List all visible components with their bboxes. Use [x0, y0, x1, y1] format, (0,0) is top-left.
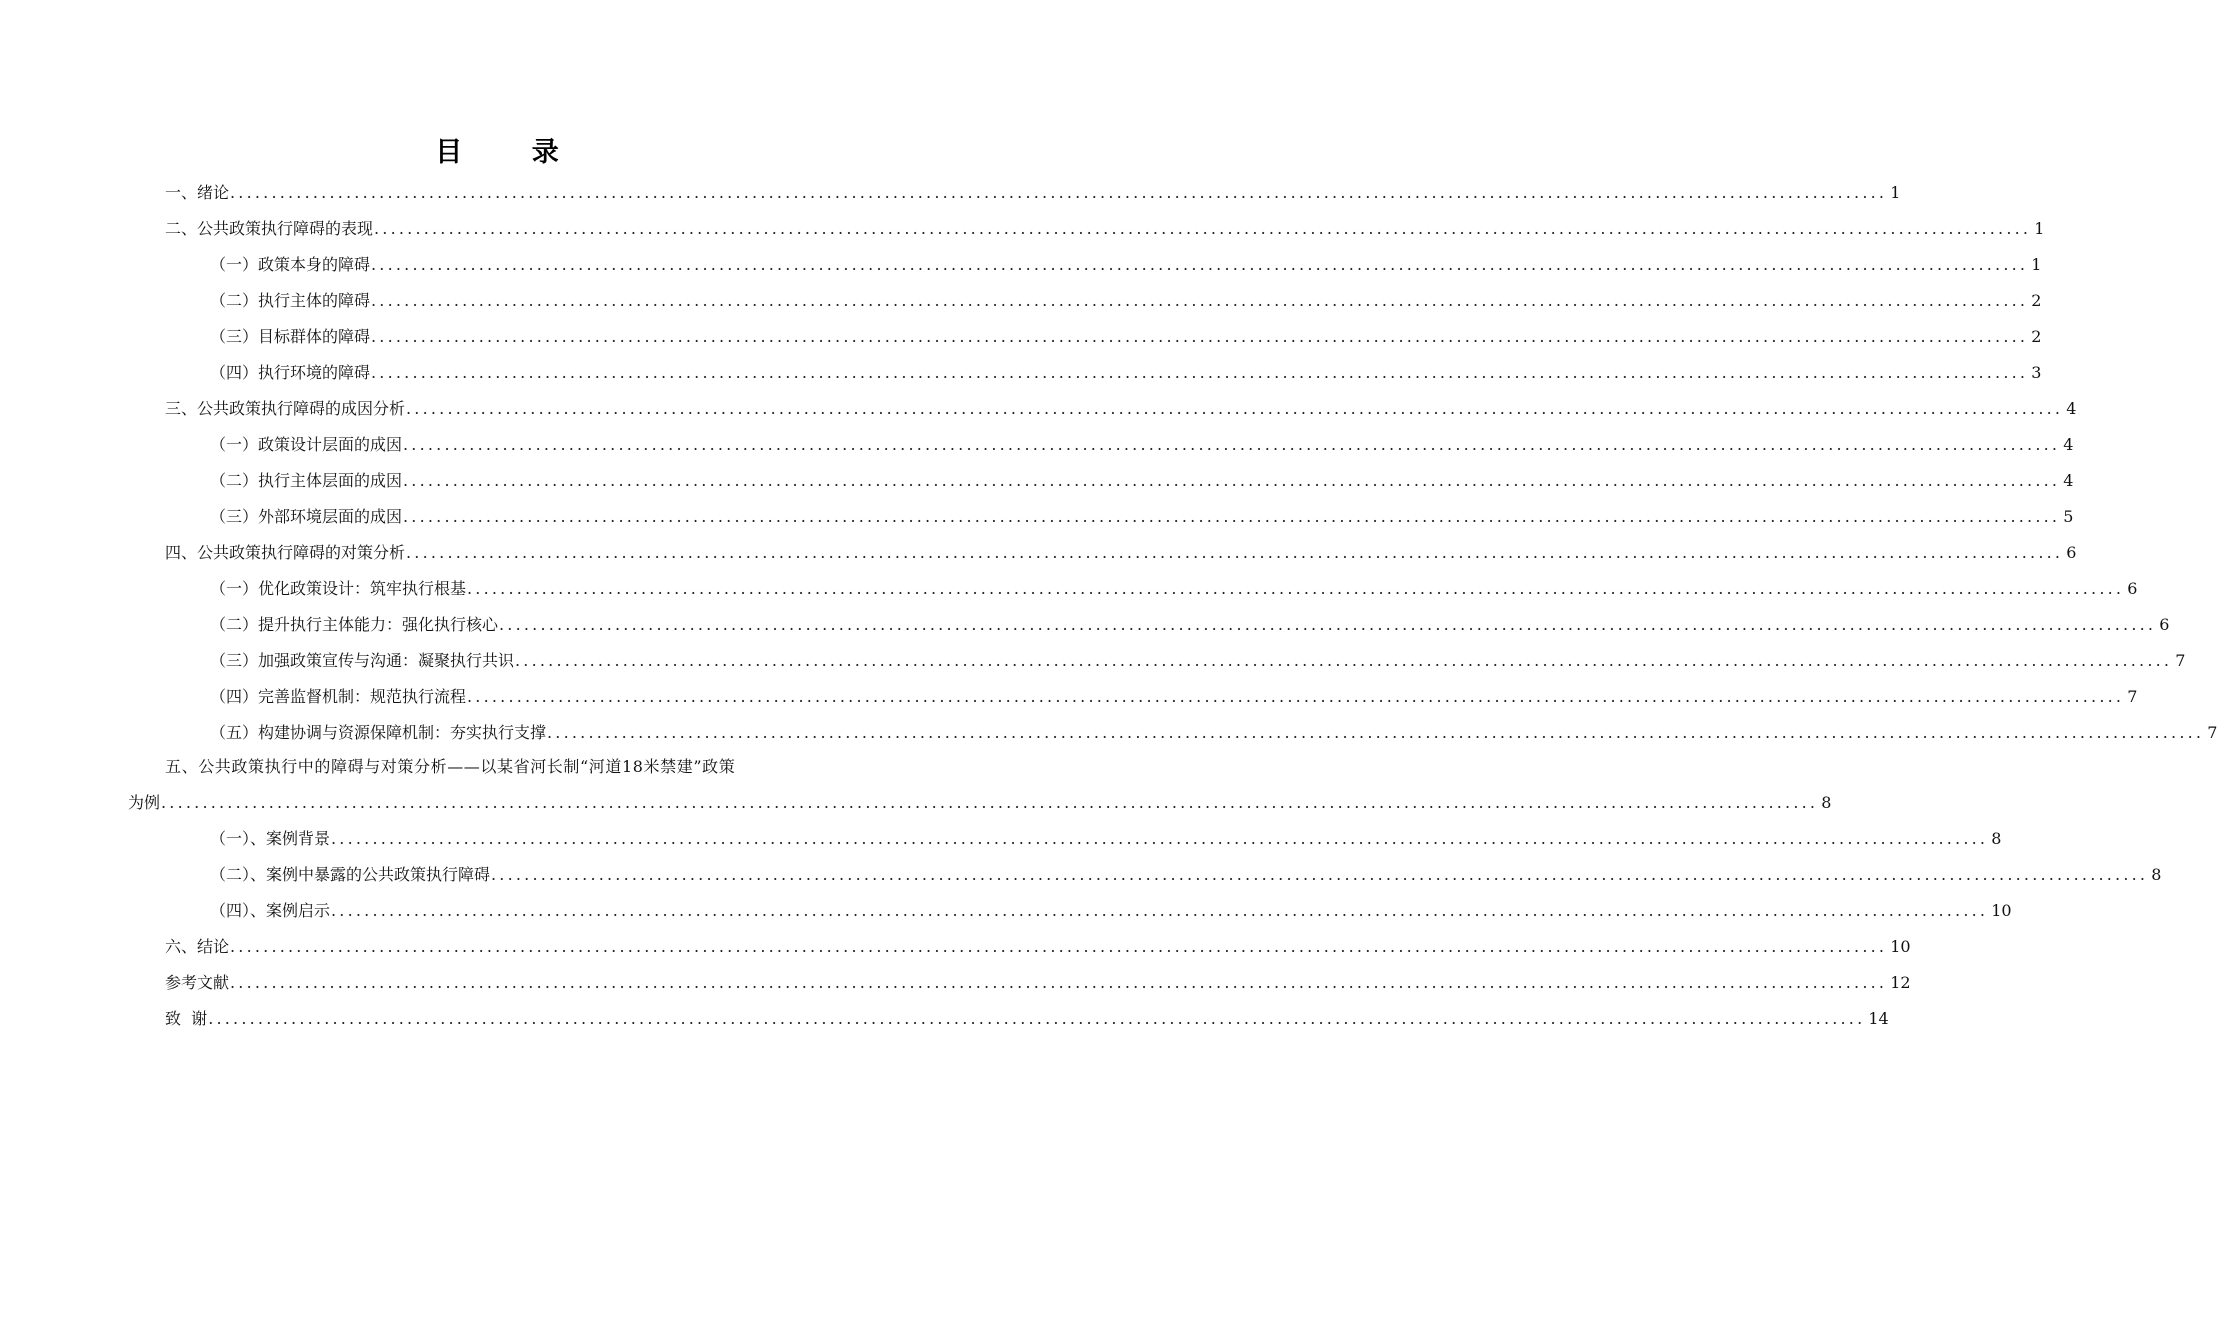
- toc-entry-label: （二）执行主体层面的成因: [210, 471, 403, 490]
- dot-leader: ........................................................................................................................................................................................................: [467, 579, 2125, 598]
- toc-entry-page: 5: [2063, 507, 2074, 526]
- toc-entry-label: （四）执行环境的障碍: [210, 363, 371, 382]
- dot-leader: ........................................................................................................................................................................................................: [371, 291, 2029, 310]
- toc-entry[interactable]: [210, 901, 2012, 921]
- toc-entry[interactable]: [165, 1009, 1889, 1029]
- toc-entry-label: （二）、案例中暴露的公共政策执行障碍: [210, 865, 491, 884]
- toc-entry[interactable]: [165, 973, 1911, 993]
- toc-entry[interactable]: [210, 579, 2138, 599]
- toc-entry[interactable]: [210, 291, 2042, 311]
- toc-entry-page: 3: [2031, 363, 2042, 382]
- toc-entry[interactable]: [210, 615, 2170, 635]
- toc-entry-page: 6: [2159, 615, 2170, 634]
- toc-entry-page: 10: [1890, 937, 1911, 956]
- toc-entry-page: 10: [1991, 901, 2012, 920]
- toc-entry-page: 1: [2031, 255, 2042, 274]
- toc-entry-page: 1: [2034, 219, 2045, 238]
- toc-entry-label: （三）目标群体的障碍: [210, 327, 371, 346]
- toc-entry-page: 1: [1890, 183, 1901, 202]
- dot-leader: ........................................................................................................................................................................................................: [491, 865, 2149, 884]
- toc-entry-label: （二）执行主体的障碍: [210, 291, 371, 310]
- toc-entry-page: 14: [1868, 1009, 1889, 1028]
- dot-leader: ........................................................................................................................................................................................................: [403, 435, 2061, 454]
- toc-entry-label: （四）、案例启示: [210, 901, 331, 920]
- toc-entry-label: （一）、案例背景: [210, 829, 331, 848]
- dot-leader: ........................................................................................................................................................................................................: [161, 793, 1819, 812]
- dot-leader: ........................................................................................................................................................................................................: [547, 723, 2205, 742]
- toc-entry-page: 6: [2066, 543, 2077, 562]
- toc-entry-continuation[interactable]: [128, 793, 1832, 813]
- toc-entry-page: 7: [2127, 687, 2138, 706]
- toc-entry[interactable]: [165, 399, 2077, 419]
- toc-entry[interactable]: [210, 865, 2162, 885]
- toc-entry-page: 4: [2063, 435, 2074, 454]
- toc-title: 目 录: [435, 137, 589, 168]
- dot-leader: ........................................................................................................................................................................................................: [406, 543, 2064, 562]
- toc-entry-label: 一、绪论: [165, 183, 230, 202]
- toc-entry-label: 二、公共政策执行障碍的表现: [165, 219, 374, 238]
- toc-entry[interactable]: [210, 651, 2186, 671]
- toc-entry-label: （五）构建协调与资源保障机制：夯实执行支撑: [210, 723, 547, 742]
- dot-leader: ........................................................................................................................................................................................................: [406, 399, 2064, 418]
- dot-leader: ........................................................................................................................................................................................................: [515, 651, 2173, 670]
- dot-leader: ........................................................................................................................................................................................................: [331, 829, 1989, 848]
- dot-leader: ........................................................................................................................................................................................................: [499, 615, 2157, 634]
- toc-entry[interactable]: [165, 183, 1901, 203]
- toc-entry-label-continuation: 为例: [128, 793, 161, 812]
- toc-entry-page: 7: [2207, 723, 2217, 742]
- toc-entry[interactable]: [210, 723, 2217, 743]
- toc-entry-page: 7: [2175, 651, 2186, 670]
- toc-entry-page: 12: [1890, 973, 1911, 992]
- toc-entry-page: 6: [2127, 579, 2138, 598]
- toc-entry-label: （一）政策设计层面的成因: [210, 435, 403, 454]
- toc-entry[interactable]: [210, 471, 2074, 491]
- toc-entry[interactable]: [210, 829, 2002, 849]
- dot-leader: ........................................................................................................................................................................................................: [208, 1009, 1866, 1028]
- toc-entry-label: （三）加强政策宣传与沟通：凝聚执行共识: [210, 651, 515, 670]
- toc-entry-label: （一）优化政策设计：筑牢执行根基: [210, 579, 467, 598]
- toc-entry-page: 8: [1821, 793, 1832, 812]
- toc-entry[interactable]: [165, 543, 2077, 563]
- toc-entry[interactable]: [210, 363, 2042, 383]
- dot-leader: ........................................................................................................................................................................................................: [331, 901, 1989, 920]
- toc-entry[interactable]: [210, 255, 2042, 275]
- toc-entry-label: 三、公共政策执行障碍的成因分析: [165, 399, 406, 418]
- dot-leader: ........................................................................................................................................................................................................: [403, 471, 2061, 490]
- toc-entry[interactable]: [165, 937, 1911, 957]
- toc-entry[interactable]: [165, 219, 2045, 239]
- toc-entry-page: 8: [1991, 829, 2002, 848]
- dot-leader: ........................................................................................................................................................................................................: [467, 687, 2125, 706]
- toc-entry-page: 8: [2151, 865, 2162, 884]
- dot-leader: ........................................................................................................................................................................................................: [230, 973, 1888, 992]
- toc-entry-label: 五、公共政策执行中的障碍与对策分析——以某省河长制“河道18米禁建”政策: [165, 757, 736, 776]
- toc-entry-label: 参考文献: [165, 973, 230, 992]
- toc-entry-page: 4: [2063, 471, 2074, 490]
- dot-leader: ........................................................................................................................................................................................................: [371, 255, 2029, 274]
- toc-entry-label: （四）完善监督机制：规范执行流程: [210, 687, 467, 706]
- toc-entry[interactable]: [210, 327, 2042, 347]
- toc-entry[interactable]: [210, 687, 2138, 707]
- toc-entry-label: （三）外部环境层面的成因: [210, 507, 403, 526]
- dot-leader: ........................................................................................................................................................................................................: [371, 363, 2029, 382]
- toc-entry-page: 2: [2031, 327, 2042, 346]
- dot-leader: ........................................................................................................................................................................................................: [230, 183, 1888, 202]
- toc-entry-page: 2: [2031, 291, 2042, 310]
- toc-entry[interactable]: [210, 435, 2074, 455]
- toc-entry-label: 致 谢: [165, 1009, 208, 1028]
- toc-entry-label: （二）提升执行主体能力：强化执行核心: [210, 615, 499, 634]
- toc-entry[interactable]: [210, 507, 2074, 527]
- dot-leader: ........................................................................................................................................................................................................: [371, 327, 2029, 346]
- toc-entry-wrapped[interactable]: [165, 757, 858, 777]
- dot-leader: ........................................................................................................................................................................................................: [403, 507, 2061, 526]
- toc-entry-label: 六、结论: [165, 937, 230, 956]
- toc-entry-page: 4: [2066, 399, 2077, 418]
- dot-leader: ........................................................................................................................................................................................................: [230, 937, 1888, 956]
- toc-entry-label: 四、公共政策执行障碍的对策分析: [165, 543, 406, 562]
- dot-leader: ........................................................................................................................................................................................................: [374, 219, 2032, 238]
- toc-entry-label: （一）政策本身的障碍: [210, 255, 371, 274]
